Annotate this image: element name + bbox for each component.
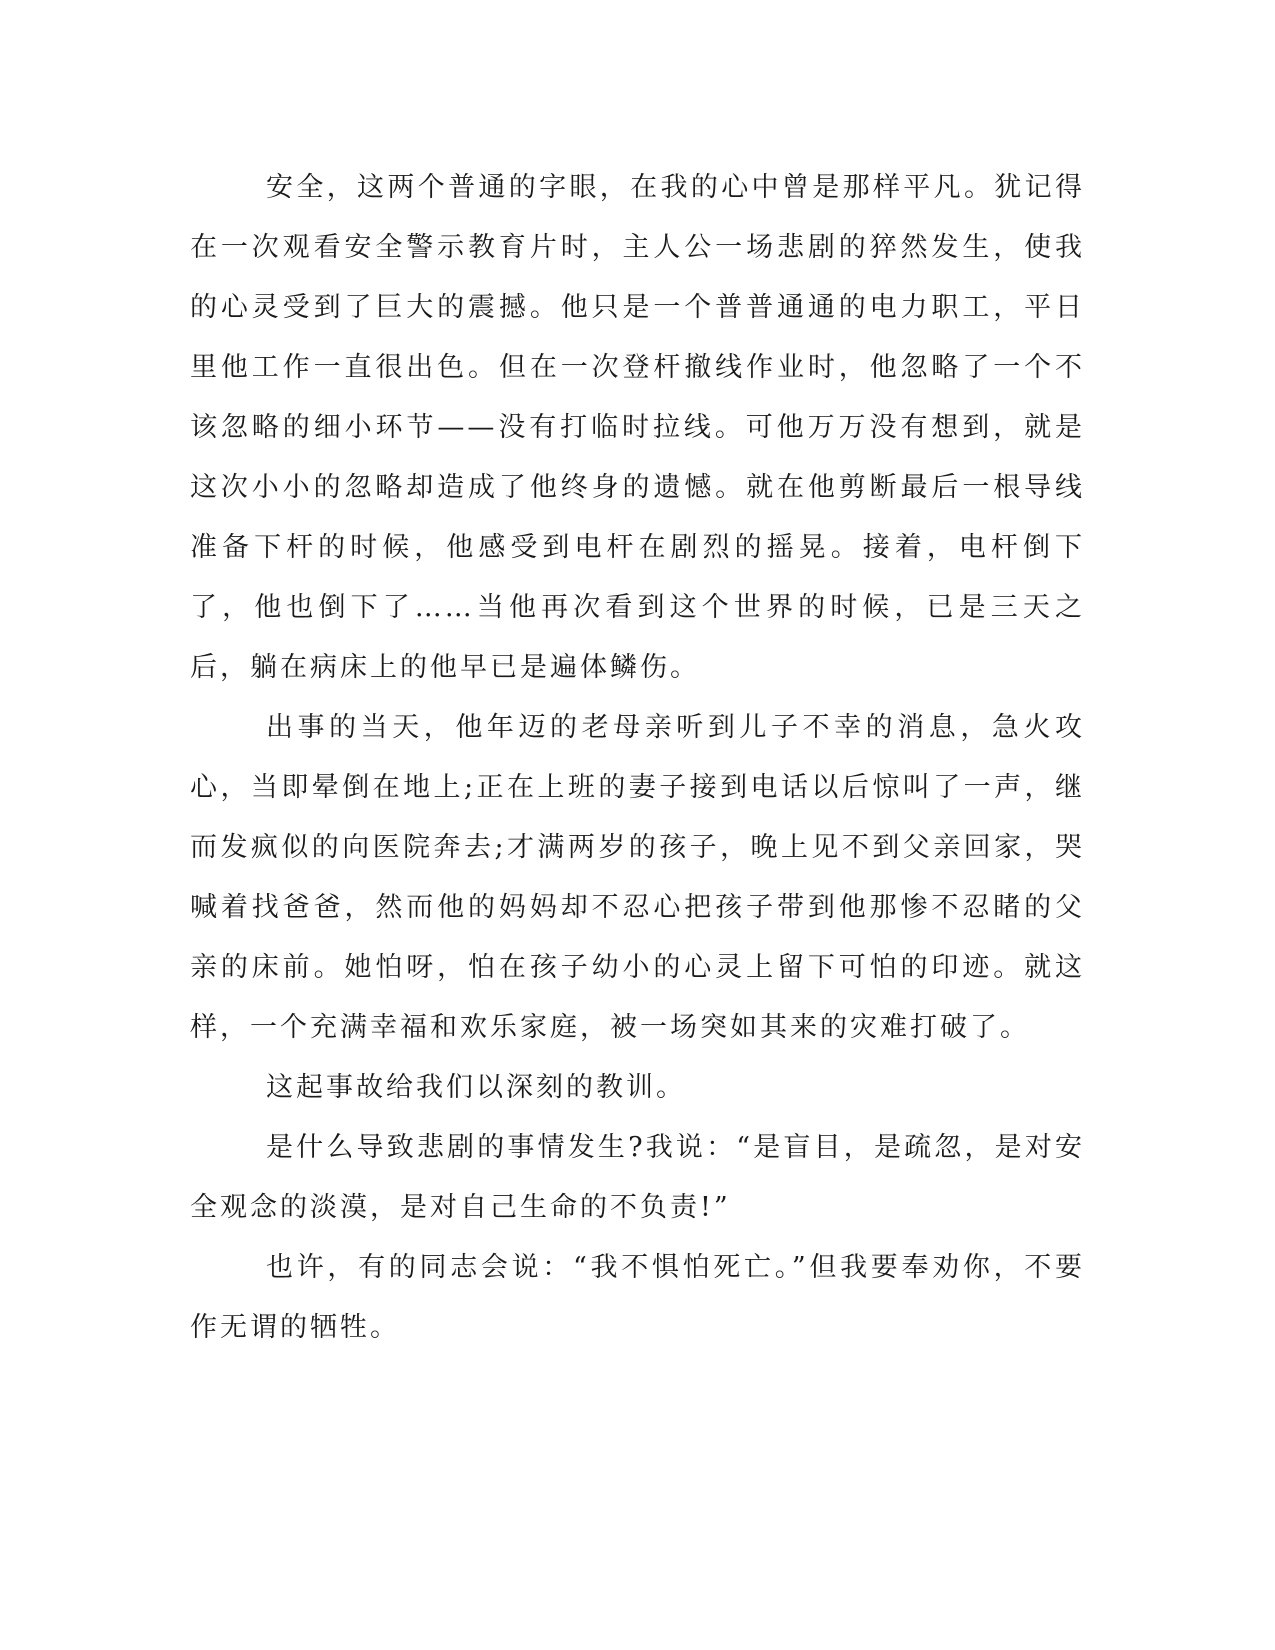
paragraph-1: 安全，这两个普通的字眼，在我的心中曾是那样平凡。犹记得在一次观看安全警示教育片时，主人公一场悲剧的猝然发生，使我的心灵受到了巨大的震撼。他只是一个普普通通的电力职工，平日里他工作一直很出色。但在一次登杆撤线作业时，他忽略了一个不该忽略的细小环节——没有打临时拉线。可他万万没有想到，就是这次小小的忽略却造成了他终身的遗憾。就在他剪断最后一根导线准备下杆的时候，他感受到电杆在剧烈的摇晃。接着，电杆倒下了，他也倒下了……当他再次看到这个世界的时候，已是三天之后，躺在病床上的他早已是遍体鳞伤。 xyxy=(190,172,1085,683)
paragraph-5: 也许，有的同志会说：“我不惧怕死亡。”但我要奉劝你，不要作无谓的牺牲。 xyxy=(190,1252,1085,1343)
paragraph-3: 这起事故给我们以深刻的教训。 xyxy=(266,1072,686,1103)
paragraph-4: 是什么导致悲剧的事情发生?我说：“是盲目，是疏忽，是对安全观念的淡漠，是对自己生命的不负责!” xyxy=(190,1132,1085,1223)
document-body xyxy=(190,158,1085,1358)
paragraph-2: 出事的当天，他年迈的老母亲听到儿子不幸的消息，急火攻心，当即晕倒在地上;正在上班的妻子接到电话以后惊叫了一声，继而发疯似的向医院奔去;才满两岁的孩子，晚上见不到父亲回家，哭喊着找爸爸，然而他的妈妈却不忍心把孩子带到他那惨不忍睹的父亲的床前。她怕呀，怕在孩子幼小的心灵上留下可怕的印迹。就这样，一个充满幸福和欢乐家庭，被一场突如其来的灾难打破了。 xyxy=(190,712,1085,1043)
